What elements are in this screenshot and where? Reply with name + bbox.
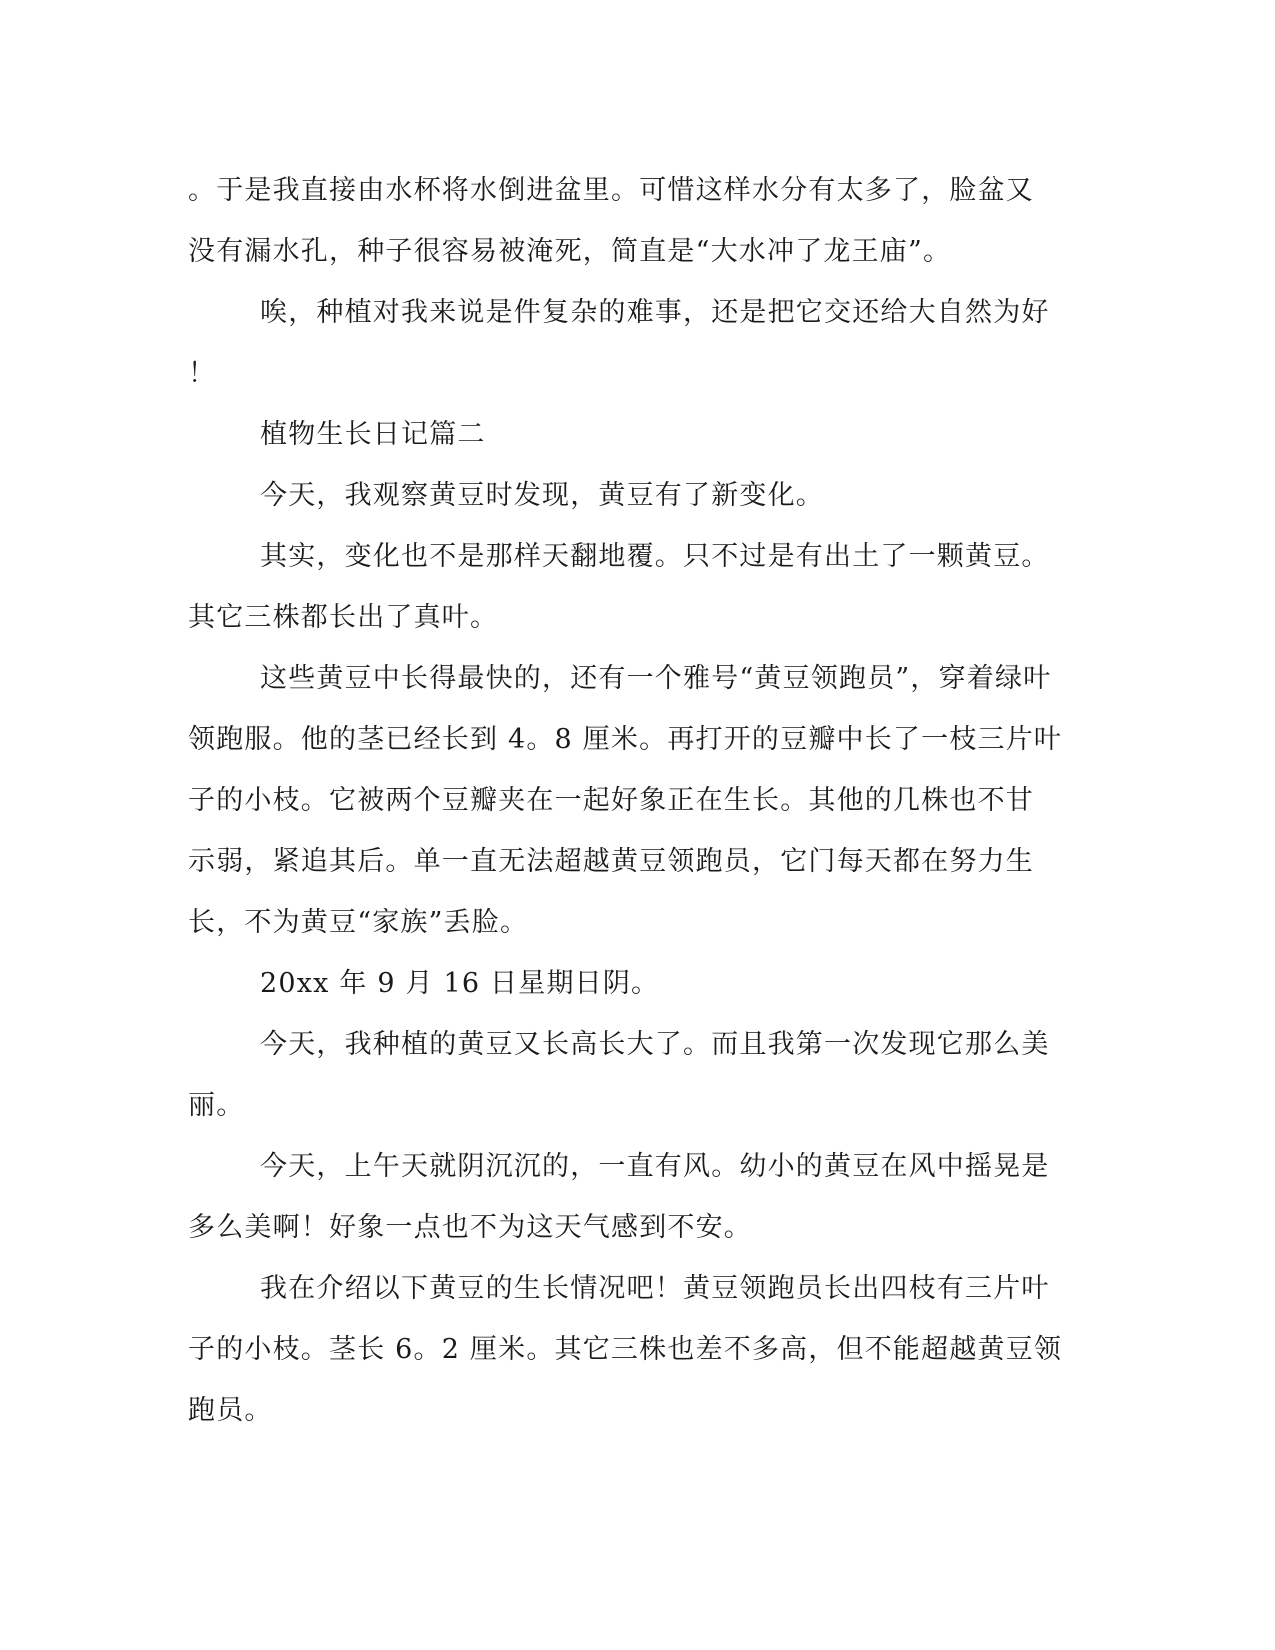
text-line: 今天，上午天就阴沉沉的，一直有风。幼小的黄豆在风中摇晃是 [260, 1151, 1050, 1182]
text-line: 其它三株都长出了真叶。 [188, 602, 499, 633]
text-line: 唉，种植对我来说是件复杂的难事，还是把它交还给大自然为好 [260, 297, 1050, 328]
text-line: 子的小枝。茎长 6。2 厘米。其它三株也差不多高，但不能超越黄豆领 [188, 1334, 1063, 1365]
text-line: 子的小枝。它被两个豆瓣夹在一起好象正在生长。其他的几株也不甘 [188, 785, 1034, 816]
text-line: 丽。 [188, 1090, 245, 1121]
text-line: 。于是我直接由水杯将水倒进盆里。可惜这样水分有太多了，脸盆又 [188, 175, 1034, 206]
section-heading: 植物生长日记篇二 [260, 419, 486, 450]
text-line: 跑员。 [188, 1395, 273, 1426]
text-line: 我在介绍以下黄豆的生长情况吧！黄豆领跑员长出四枝有三片叶 [260, 1273, 1050, 1304]
text-line: 这些黄豆中长得最快的，还有一个雅号“黄豆领跑员”，穿着绿叶 [260, 663, 1052, 694]
text-line: 领跑服。他的茎已经长到 4。8 厘米。再打开的豆瓣中长了一枝三片叶 [188, 724, 1063, 755]
text-line: ！ [188, 358, 217, 389]
date-line: 20xx 年 9 月 16 日星期日阴。 [260, 968, 660, 999]
text-line: 其实，变化也不是那样天翻地覆。只不过是有出土了一颗黄豆。 [260, 541, 1050, 572]
text-line: 长，不为黄豆“家族”丢脸。 [188, 907, 529, 938]
text-line: 示弱，紧追其后。单一直无法超越黄豆领跑员，它门每天都在努力生 [188, 846, 1034, 877]
text-line: 多么美啊！好象一点也不为这天气感到不安。 [188, 1212, 752, 1243]
text-line: 没有漏水孔，种子很容易被淹死，简直是“大水冲了龙王庙”。 [188, 236, 952, 267]
text-line: 今天，我观察黄豆时发现，黄豆有了新变化。 [260, 480, 824, 511]
document-body [188, 160, 1078, 1441]
text-line: 今天，我种植的黄豆又长高长大了。而且我第一次发现它那么美 [260, 1029, 1050, 1060]
